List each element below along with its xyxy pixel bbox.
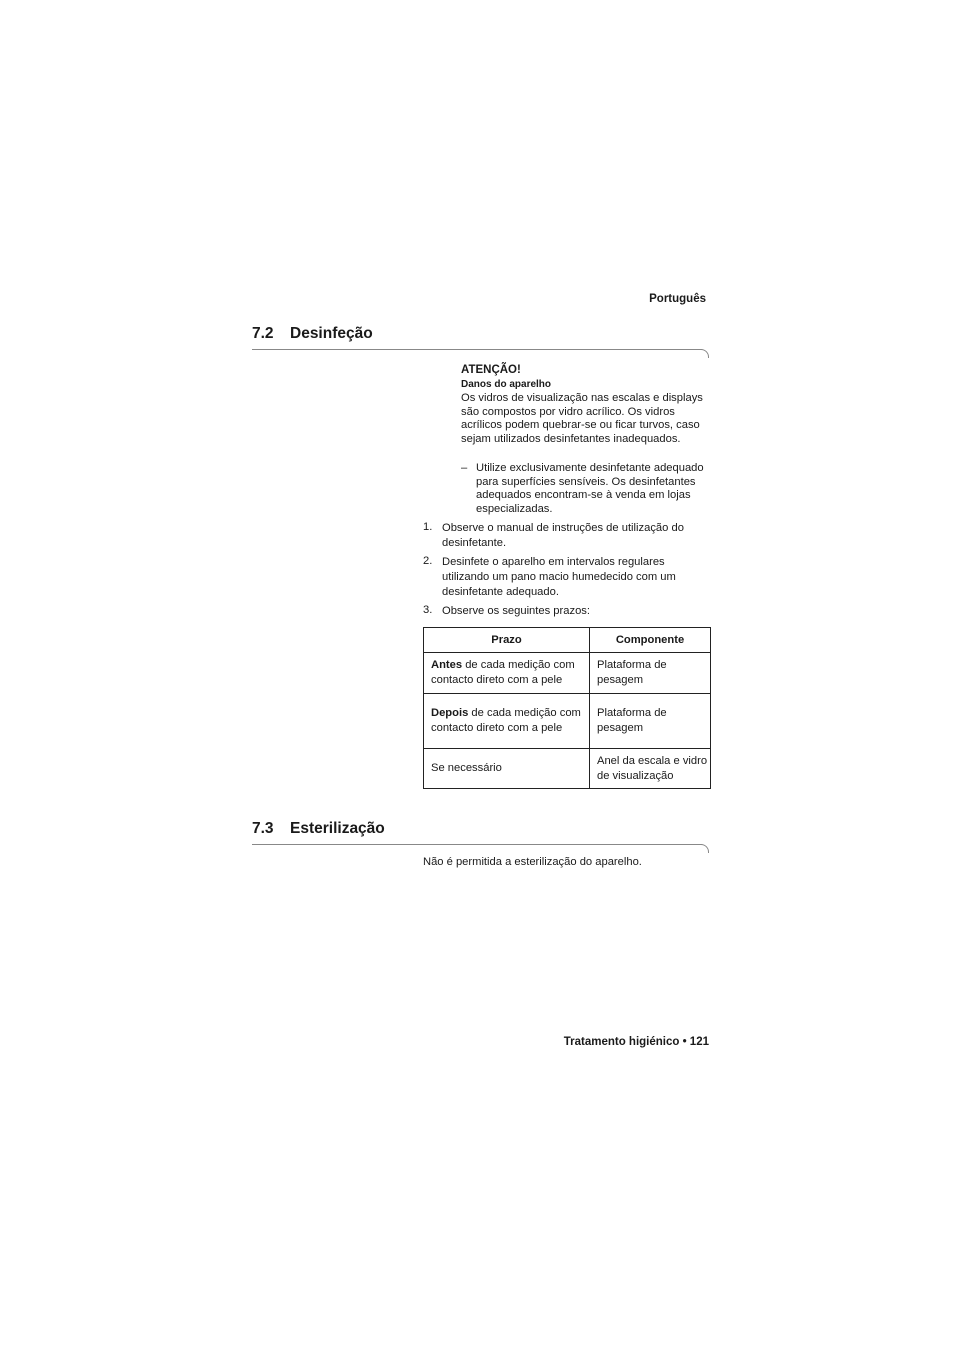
table-cell-componente: Plataforma de pesagem bbox=[590, 694, 711, 749]
step-number: 1. bbox=[423, 521, 433, 533]
column-header-prazo: Prazo bbox=[424, 628, 590, 653]
table-cell-prazo bbox=[424, 749, 590, 789]
table-header-row bbox=[424, 628, 711, 653]
step-text: Desinfete o aparelho em intervalos regulares utilizando um pano macio humedecido com um desinfetante adequado. bbox=[442, 556, 676, 598]
section-heading-7-2 bbox=[252, 325, 373, 343]
cell-bold-term: Depois bbox=[431, 707, 469, 720]
column-header-componente: Componente bbox=[590, 628, 711, 653]
language-label: Português bbox=[649, 293, 706, 305]
warning-title: ATENÇÃO! bbox=[461, 364, 521, 376]
section-rule-curve bbox=[700, 349, 709, 358]
table-cell-prazo bbox=[424, 653, 590, 694]
table-cell-componente: Plataforma de pesagem bbox=[590, 653, 711, 694]
cell-text: Se necessário bbox=[431, 762, 502, 775]
table-row bbox=[424, 749, 711, 789]
section-rule-curve bbox=[700, 844, 709, 853]
table-cell-prazo bbox=[424, 694, 590, 749]
page-footer: Tratamento higiénico • 121 bbox=[563, 1036, 709, 1048]
section-title: Desinfeção bbox=[290, 325, 373, 342]
section-number: 7.2 bbox=[252, 325, 274, 342]
section-number: 7.3 bbox=[252, 820, 274, 837]
table-cell-componente: Anel da escala e vidro de visualização bbox=[590, 749, 711, 789]
table-row bbox=[424, 694, 711, 749]
section-title: Esterilização bbox=[290, 820, 385, 837]
cell-bold-term: Antes bbox=[431, 659, 463, 672]
step-text: Observe o manual de instruções de utilização do desinfetante. bbox=[442, 522, 684, 549]
step-number: 3. bbox=[423, 604, 433, 616]
section-heading-7-3 bbox=[252, 820, 385, 838]
warning-instruction: Utilize exclusivamente desinfetante adequado para superfícies sensíveis. Os desinfetantes adequados encontram-se à venda em lojas especializadas. bbox=[476, 462, 704, 515]
table-row bbox=[424, 653, 711, 694]
step-text: Observe os seguintes prazos: bbox=[442, 605, 590, 617]
section-rule bbox=[252, 349, 702, 350]
warning-body: Os vidros de visualização nas escalas e displays são compostos por vidro acrílico. Os vidros acrílicos podem quebrar-se ou ficar turvos, caso sejam utilizados desinfetantes inadequados. bbox=[461, 392, 703, 445]
sterilization-note: Não é permitida a esterilização do aparelho. bbox=[423, 856, 642, 868]
section-rule bbox=[252, 844, 702, 845]
cell-text: de cada medição com contacto direto com a pele bbox=[431, 707, 581, 734]
warning-subtitle: Danos do aparelho bbox=[461, 379, 552, 390]
step-number: 2. bbox=[423, 555, 433, 567]
warning-dash: – bbox=[461, 462, 468, 474]
deadlines-table bbox=[423, 627, 711, 789]
cell-text: de cada medição com contacto direto com a pele bbox=[431, 659, 575, 686]
